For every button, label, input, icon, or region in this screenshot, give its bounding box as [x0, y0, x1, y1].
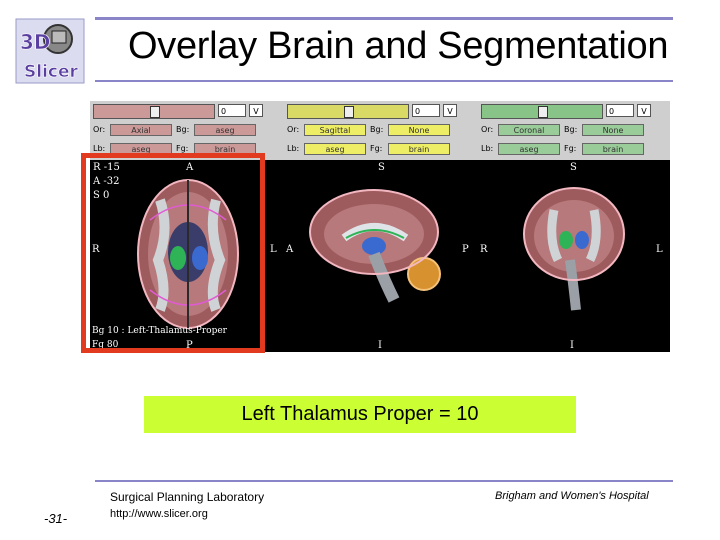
sagittal-slice-slider[interactable]: [287, 104, 409, 119]
label-map-label: Lb:: [481, 144, 494, 153]
background-label: Bg:: [370, 125, 384, 134]
sagittal-brain-image: [284, 160, 477, 352]
coord-s: S 0: [93, 190, 110, 201]
orient-bottom: I: [570, 340, 574, 351]
axial-slice-slider[interactable]: [93, 104, 215, 119]
foreground-menu[interactable]: brain: [582, 143, 644, 155]
label-map-label: Lb:: [93, 144, 106, 153]
coord-a: A -32: [93, 176, 120, 187]
bg-info: Bg 10 : Left-Thalamus-Proper: [92, 326, 227, 336]
orientation-menu[interactable]: Coronal: [498, 124, 560, 136]
footer-hospital: Brigham and Women's Hospital: [495, 490, 649, 502]
coronal-slice-slider[interactable]: [481, 104, 603, 119]
slider-thumb[interactable]: [150, 106, 160, 118]
orientation-label: Or:: [93, 125, 106, 134]
title-rule-bottom: [95, 80, 673, 82]
orient-top: A: [186, 162, 194, 173]
logo-3d-text: 3D: [20, 30, 51, 54]
footer-url[interactable]: http://www.slicer.org: [110, 508, 208, 520]
orient-left: R: [480, 244, 488, 255]
orient-bottom: I: [378, 340, 382, 351]
slice-controls: [90, 101, 670, 160]
view-button[interactable]: V: [443, 104, 457, 117]
coronal-brain-image: [478, 160, 670, 352]
label-callout: Left Thalamus Proper = 10: [144, 396, 576, 433]
orient-top: S: [570, 162, 577, 173]
title-rule: [95, 17, 673, 20]
label-map-menu[interactable]: aseg: [110, 143, 172, 155]
slider-thumb[interactable]: [344, 106, 354, 118]
background-menu[interactable]: aseg: [194, 124, 256, 136]
axial-control-panel: [90, 101, 283, 160]
coronal-slice-view[interactable]: [478, 160, 670, 352]
page-number: -31-: [44, 511, 68, 526]
label-map-menu[interactable]: aseg: [304, 143, 366, 155]
foreground-menu[interactable]: brain: [388, 143, 450, 155]
orient-left: A: [286, 244, 294, 255]
orient-bottom: P: [186, 340, 193, 351]
foreground-label: Fg:: [176, 144, 189, 153]
slice-offset-field[interactable]: 0: [606, 104, 634, 117]
slider-thumb[interactable]: [538, 106, 548, 118]
orient-right: L: [656, 244, 663, 255]
axial-view-highlight: [81, 153, 265, 353]
label-map-label: Lb:: [287, 144, 300, 153]
background-label: Bg:: [176, 125, 190, 134]
background-menu[interactable]: None: [582, 124, 644, 136]
background-label: Bg:: [564, 125, 578, 134]
coord-r: R -15: [93, 162, 120, 173]
logo-slicer-text: Slicer: [24, 62, 78, 82]
slide-title: Overlay Brain and Segmentation: [128, 25, 669, 67]
orientation-label: Or:: [481, 125, 494, 134]
background-menu[interactable]: None: [388, 124, 450, 136]
orient-right: P: [462, 244, 469, 255]
orientation-menu[interactable]: Axial: [110, 124, 172, 136]
orient-right: L: [270, 244, 277, 255]
orientation-menu[interactable]: Sagittal: [304, 124, 366, 136]
orient-top: S: [378, 162, 385, 173]
slice-offset-field[interactable]: 0: [412, 104, 440, 117]
foreground-label: Fg:: [370, 144, 383, 153]
coronal-control-panel: [478, 101, 671, 160]
orient-left: R: [92, 244, 100, 255]
foreground-label: Fg:: [564, 144, 577, 153]
slicer-logo: [14, 17, 86, 85]
foreground-menu[interactable]: brain: [194, 143, 256, 155]
footer-lab: Surgical Planning Laboratory: [110, 490, 265, 504]
slice-offset-field[interactable]: 0: [218, 104, 246, 117]
view-button[interactable]: V: [637, 104, 651, 117]
footer-rule: [95, 480, 673, 482]
fg-info: Fg 80: [92, 340, 119, 350]
sagittal-slice-view[interactable]: [284, 160, 477, 352]
orientation-label: Or:: [287, 125, 300, 134]
sagittal-control-panel: [284, 101, 477, 160]
view-button[interactable]: V: [249, 104, 263, 117]
label-map-menu[interactable]: aseg: [498, 143, 560, 155]
